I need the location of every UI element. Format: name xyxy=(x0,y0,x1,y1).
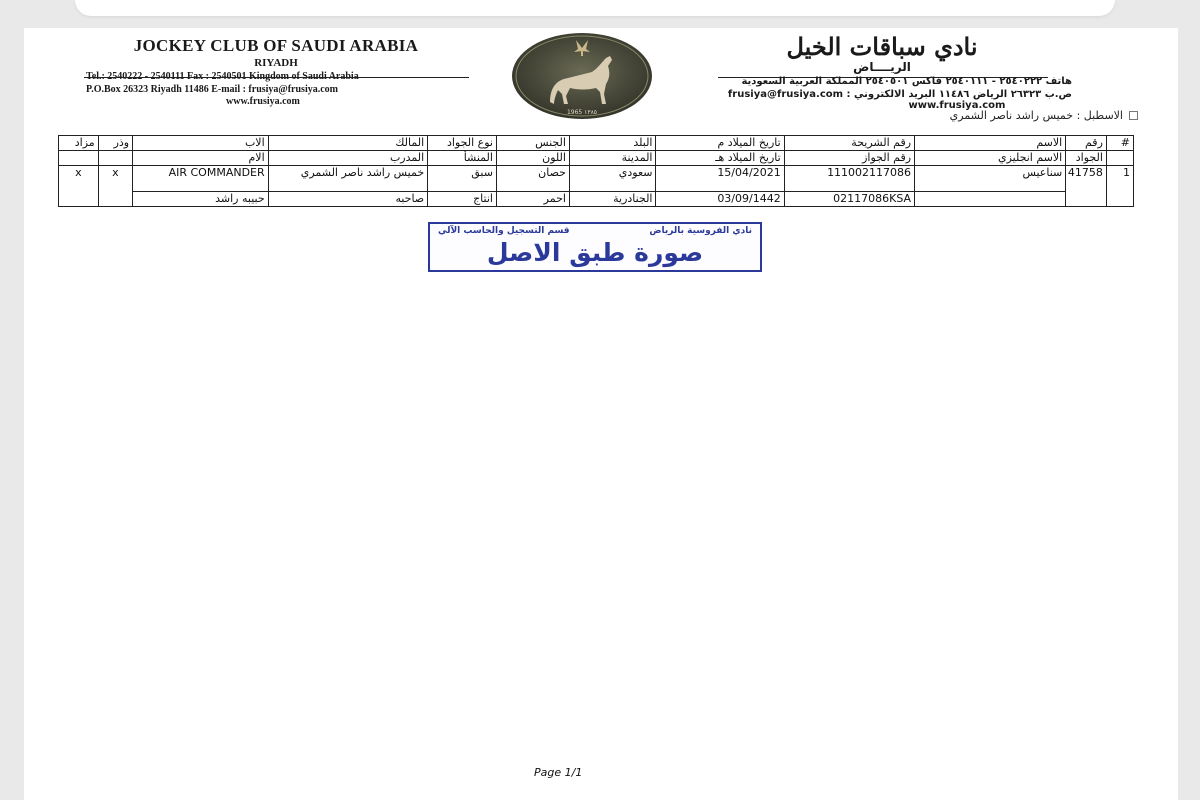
english-name-cell xyxy=(915,192,1066,207)
table-header-row-1 xyxy=(59,136,1134,151)
document-page xyxy=(24,28,1178,800)
auction-cell: x xyxy=(59,166,99,207)
checkbox-icon xyxy=(1129,111,1138,120)
header-cell: المالك xyxy=(268,136,428,151)
arabic-letterhead xyxy=(692,34,1072,111)
header-cell xyxy=(98,151,132,166)
english-po-box-line: P.O.Box 26323 Riyadh 11486 E-mail : frusiya@frusiya.com xyxy=(86,84,338,95)
header-cell xyxy=(1106,151,1133,166)
color-cell: احمر xyxy=(496,192,569,207)
hijri-date-cell: 03/09/1442 xyxy=(656,192,784,207)
stamp-main-text: صورة طبق الاصل xyxy=(486,238,704,267)
header-cell: # xyxy=(1106,136,1133,151)
city-cell: الجنادرية xyxy=(569,192,656,207)
english-letterhead xyxy=(86,36,506,107)
owner-cell: خميس راشد ناصر الشمري xyxy=(268,166,428,192)
arabic-phone-line: هاتف ٢٥٤٠٢٢٢ - ٢٥٤٠١١١ فاكس ٢٥٤٠٥٠١ المملكة العربية السعودية xyxy=(741,76,1072,87)
horse-type-cell: سبق xyxy=(428,166,497,192)
english-website: www.frusiya.com xyxy=(226,96,300,107)
arabic-website: www.frusiya.com xyxy=(908,100,1006,111)
header-cell: الاب xyxy=(133,136,269,151)
horse-table xyxy=(58,135,1134,207)
english-city: RIYADH xyxy=(254,57,298,69)
country-cell: سعودي xyxy=(569,166,656,192)
header-cell: نوع الجواد xyxy=(428,136,497,151)
arabic-po-box-line: ص.ب ٢٦٣٢٣ الرياض ١١٤٨٦ البريد الالكتروني : frusiya@frusiya.com xyxy=(727,89,1072,100)
origin-cell: انتاج xyxy=(428,192,497,207)
header-divider-left xyxy=(84,77,469,78)
header-cell: مزاد xyxy=(59,136,99,151)
table-row xyxy=(59,192,1134,207)
sex-cell: حصان xyxy=(496,166,569,192)
row-index-cell: 1 xyxy=(1106,166,1133,207)
header-cell: رقم الشريحة xyxy=(784,136,914,151)
table-row xyxy=(59,166,1134,192)
stable-label: الاسطبل : خميس راشد ناصر الشمري xyxy=(949,109,1123,122)
header-cell: رقم xyxy=(1066,136,1107,151)
header-cell: الجواد xyxy=(1066,151,1107,166)
microchip-cell: 111002117086 xyxy=(784,166,914,192)
page-number: Page 1/1 xyxy=(534,766,583,779)
stable-label-row xyxy=(950,109,1138,122)
dam-cell: حبيبه راشد xyxy=(133,192,269,207)
header-cell: الاسم انجليزي xyxy=(915,151,1066,166)
flag-cell: x xyxy=(98,166,132,207)
logo-years-text: 1965 ١٣٨٥ xyxy=(566,109,598,116)
browser-top-bar xyxy=(75,0,1115,16)
header-cell xyxy=(59,151,99,166)
stamp-club-text: نادي الفروسية بالرياض xyxy=(649,226,752,236)
header-cell: تاريخ الميلاد هـ xyxy=(656,151,784,166)
arabic-club-name: نادي سباقات الخيل xyxy=(786,32,978,61)
birth-date-cell: 15/04/2021 xyxy=(656,166,784,192)
header-cell: الاسم xyxy=(915,136,1066,151)
arabic-city: الريــــاض xyxy=(853,60,911,74)
horse-name-cell: سناعيس xyxy=(915,166,1066,192)
header-cell: الام xyxy=(133,151,269,166)
header-cell: اللون xyxy=(496,151,569,166)
club-logo xyxy=(510,32,654,120)
horse-emblem-icon xyxy=(510,32,654,120)
header-cell: المدرب xyxy=(268,151,428,166)
horse-number-cell: 41758 xyxy=(1066,166,1107,207)
header-cell: المدينة xyxy=(569,151,656,166)
trainer-cell: صاحبه xyxy=(268,192,428,207)
header-cell: تاريخ الميلاد م xyxy=(656,136,784,151)
header-cell: المنشأ xyxy=(428,151,497,166)
header-cell: وذر xyxy=(98,136,132,151)
certified-copy-stamp xyxy=(428,222,762,272)
header-cell: رقم الجواز xyxy=(784,151,914,166)
english-phone-line: Tel.: 2540222 - 2540111 Fax : 2540501 Kingdom of Saudi Arabia xyxy=(86,71,359,82)
table-header-row-2 xyxy=(59,151,1134,166)
stamp-department-text: قسم التسجيل والحاسب الآلي xyxy=(438,226,570,236)
header-cell: البلد xyxy=(569,136,656,151)
sire-cell: AIR COMMANDER xyxy=(133,166,269,192)
passport-cell: 02117086KSA xyxy=(784,192,914,207)
header-cell: الجنس xyxy=(496,136,569,151)
english-club-name: JOCKEY CLUB OF SAUDI ARABIA xyxy=(133,36,419,55)
